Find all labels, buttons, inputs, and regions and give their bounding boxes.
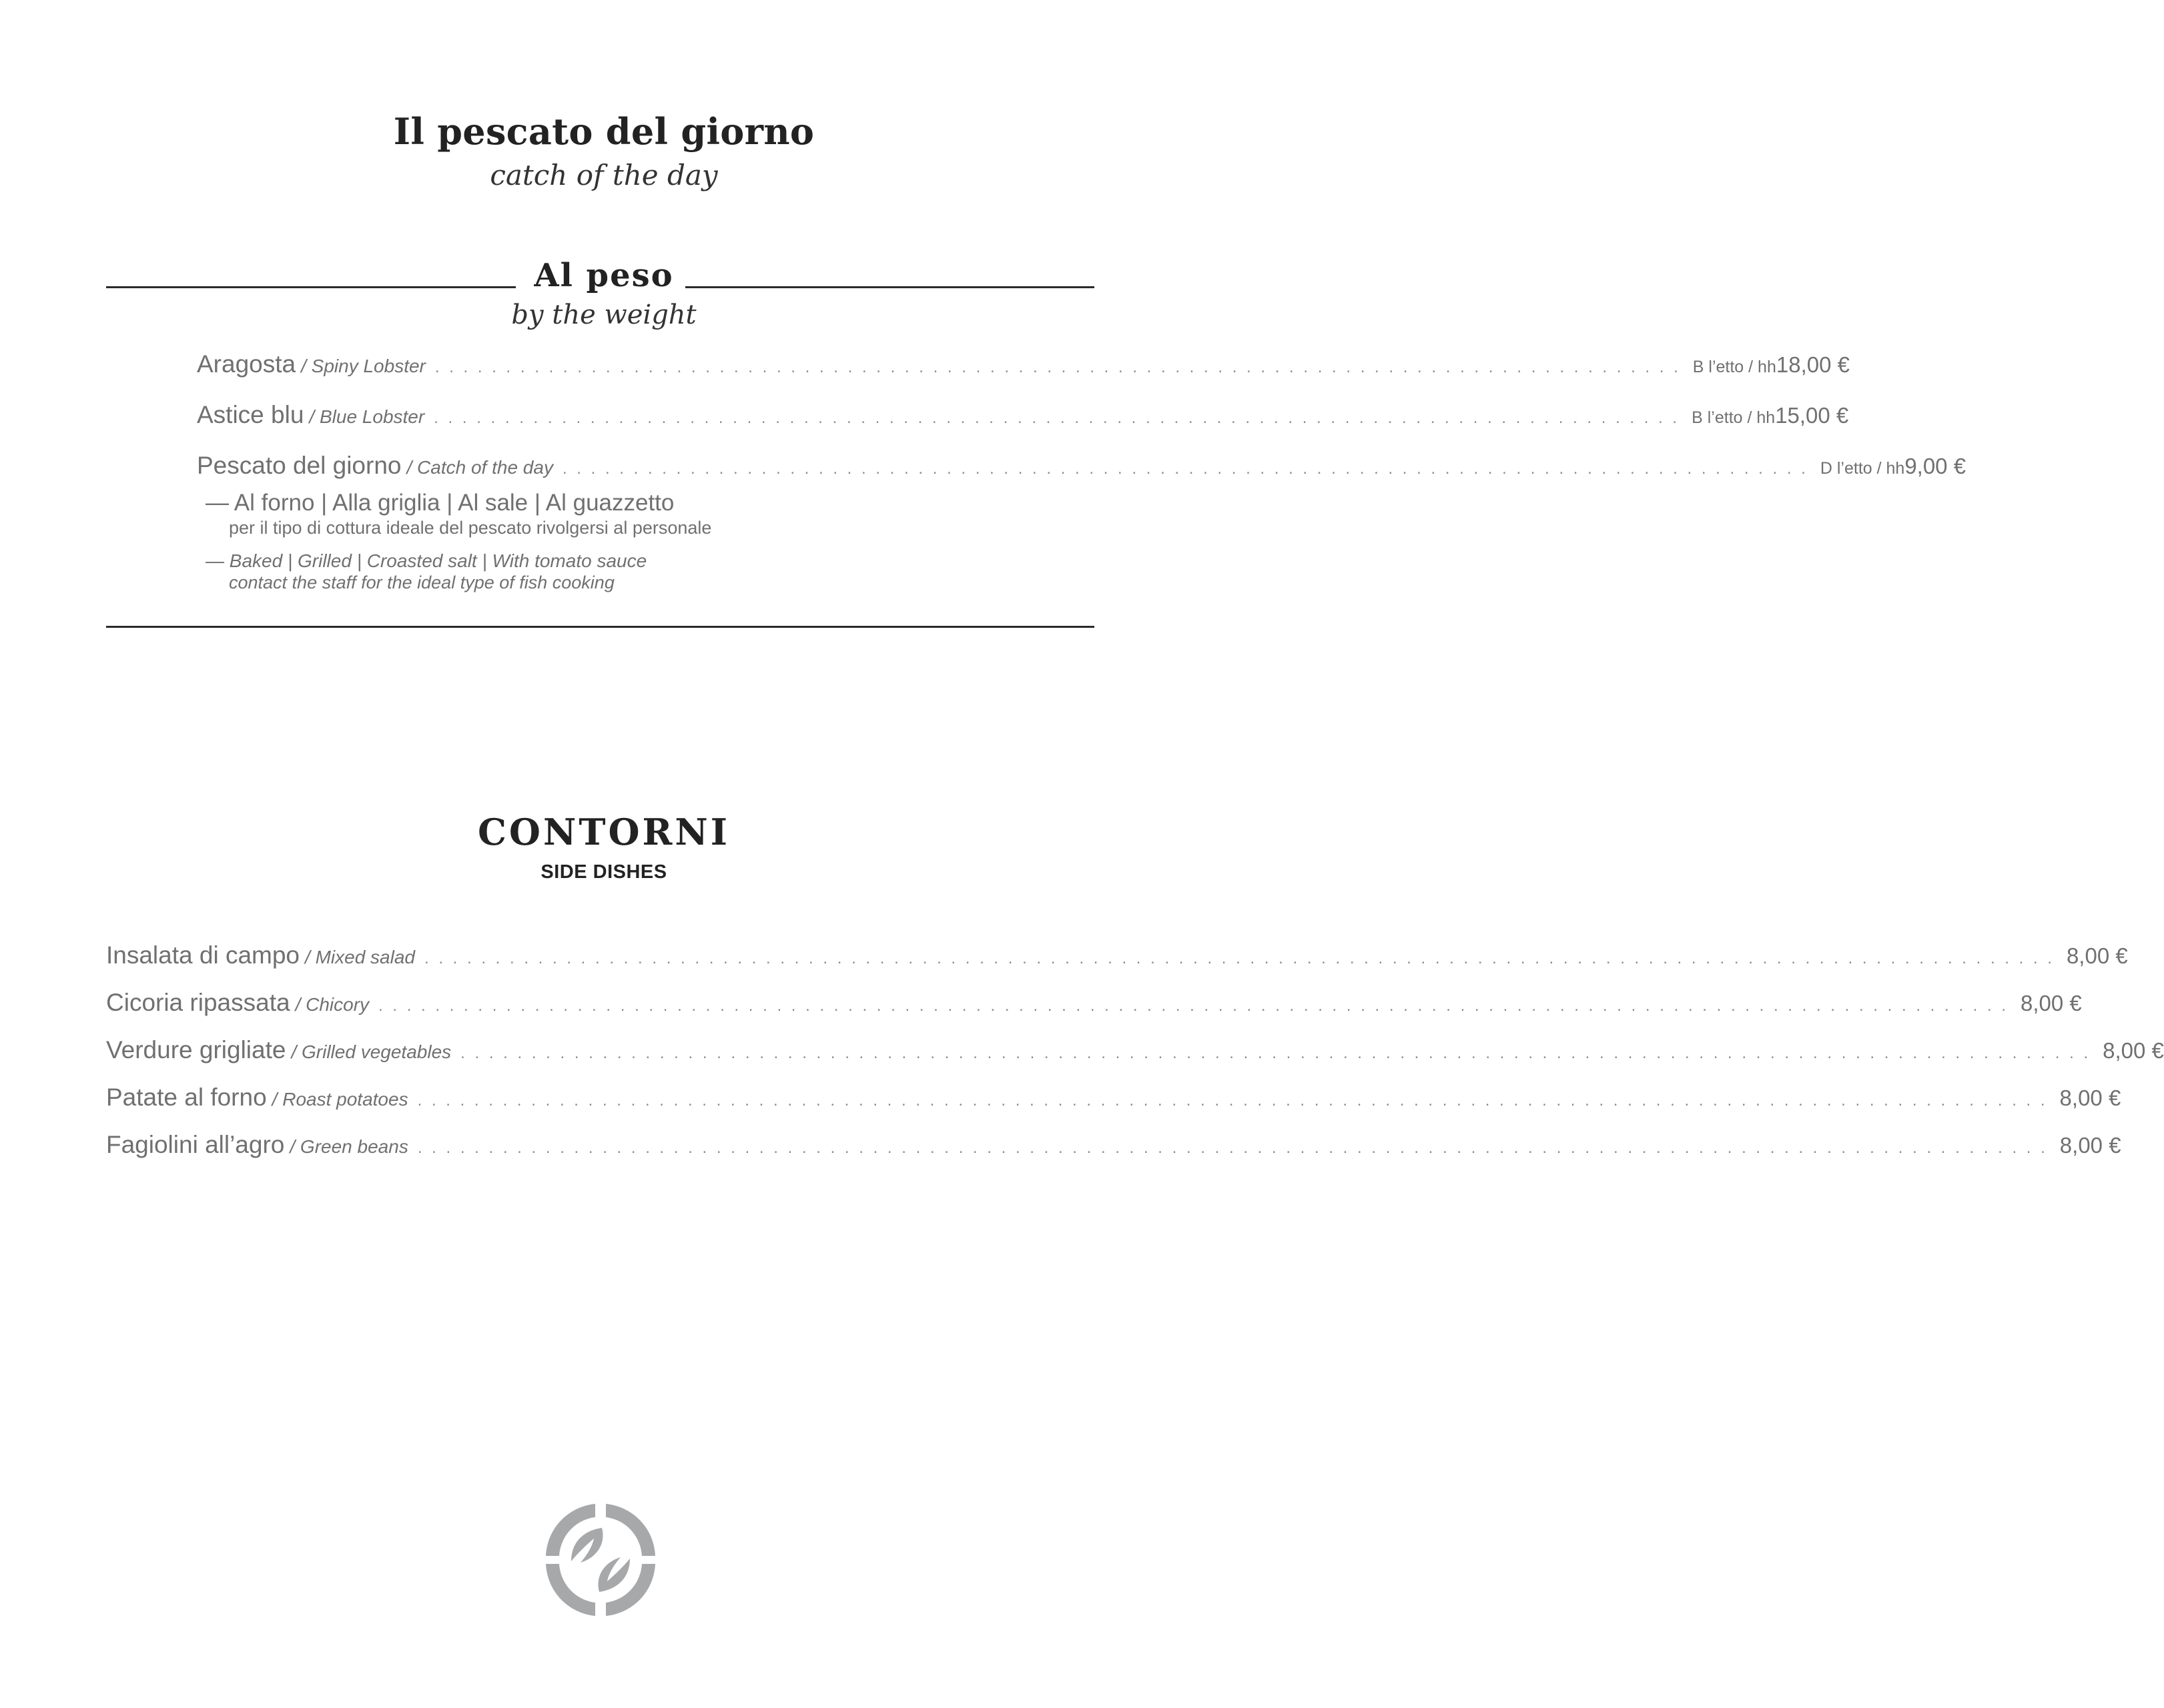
leader-dots: . . . . . . . . . . . . . . . . . . . . . . . . . . . . . . . . . . . . . . . . . . . . . . . . . . . . . . . . . . . . . . . . . . . . . . . . . . . . . . . . . . . . . . . . . . . . . . . . . . . . . . . . . . . . . . . . . . .: [417, 1092, 2048, 1110]
menu-item-pescato-del-giorno: [197, 452, 1966, 480]
item-name: Astice blu: [197, 401, 304, 428]
item-price: 8,00 €: [2066, 943, 2128, 968]
item-name: Fagiolini all’agro: [106, 1131, 285, 1158]
leader-dots: . . . . . . . . . . . . . . . . . . . . . . . . . . . . . . . . . . . . . . . . . . . . . . . . . . . . . . . . . . . . . . . . . . . . . . . . . . . . . . . . . . . . . . . .: [434, 409, 1680, 427]
item-name: Aragosta: [197, 350, 296, 378]
item-name: Verdure grigliate: [106, 1036, 286, 1063]
item-english: / Grilled vegetables: [291, 1041, 452, 1062]
leader-dots: . . . . . . . . . . . . . . . . . . . . . . . . . . . . . . . . . . . . . . . . . . . . . . . . . . . . . . . . . . . . . . . . . . . . . . . . . . . . . . . . . . . . . . . .: [562, 460, 1808, 478]
leaf-circle-logo-icon: [542, 1501, 659, 1619]
page-subtitle: catch of the day: [490, 159, 718, 191]
item-unit: D l’etto / hh: [1820, 459, 1905, 478]
item-english: / Chicory: [295, 994, 370, 1015]
item-price: 15,00 €: [1775, 403, 1849, 428]
item-english: / Catch of the day: [406, 457, 553, 478]
cooking-options-it: — Al forno | Alla griglia | Al sale | Al guazzetto: [206, 490, 675, 516]
item-name: Patate al forno: [106, 1084, 267, 1111]
leader-dots: . . . . . . . . . . . . . . . . . . . . . . . . . . . . . . . . . . . . . . . . . . . . . . . . . . . . . . . . . . . . . . . . . . . . . . . . . . . . . . . . . . . . . . . . . . . . . . . . . . . . . . . . . . . . . . . . . . .: [378, 997, 2009, 1015]
item-english: / Green beans: [290, 1136, 408, 1157]
leader-dots: . . . . . . . . . . . . . . . . . . . . . . . . . . . . . . . . . . . . . . . . . . . . . . . . . . . . . . . . . . . . . . . . . . . . . . . . . . . . . . . . . . . . . . . . . . . . . . . . . . . . . . . . . . . . . . . . . . .: [417, 1139, 2048, 1157]
page-title: Il pescato del giorno: [393, 110, 815, 153]
item-unit: B l’etto / hh: [1692, 408, 1776, 427]
section-title-weight: Al peso: [534, 257, 674, 294]
menu-item-insalata: [106, 941, 2128, 969]
menu-item-verdure: [106, 1036, 2164, 1064]
item-name: Insalata di campo: [106, 941, 300, 969]
menu-item-fagiolini: [106, 1131, 2121, 1159]
item-english: / Blue Lobster: [309, 406, 425, 427]
item-price: 18,00 €: [1776, 352, 1850, 377]
item-price: 8,00 €: [2021, 991, 2082, 1015]
leader-dots: . . . . . . . . . . . . . . . . . . . . . . . . . . . . . . . . . . . . . . . . . . . . . . . . . . . . . . . . . . . . . . . . . . . . . . . . . . . . . . . . . . . . . . . . . . . . . . . . . . . . . . . . . . . . . . . . . . .: [424, 949, 2055, 967]
item-price: 9,00 €: [1904, 454, 1966, 478]
section-title-contorni: CONTORNI: [477, 811, 731, 853]
menu-item-aragosta: [197, 350, 1850, 378]
item-english: / Spiny Lobster: [301, 356, 426, 376]
item-price: 8,00 €: [2103, 1038, 2164, 1063]
cooking-options-en: — Baked | Grilled | Croasted salt | With tomato sauce: [206, 550, 647, 571]
menu-item-astice-blu: [197, 401, 1849, 429]
divider-bottom: [106, 626, 1094, 628]
item-english: / Mixed salad: [305, 947, 415, 967]
section-subtitle-side-dishes: SIDE DISHES: [540, 861, 667, 883]
menu-item-patate: [106, 1084, 2121, 1112]
item-english: / Roast potatoes: [272, 1089, 408, 1110]
cooking-note-en: contact the staff for the ideal type of fish cooking: [229, 572, 615, 592]
item-unit: B l’etto / hh: [1692, 358, 1776, 376]
cooking-note-it: per il tipo di cottura ideale del pescato rivolgersi al personale: [229, 518, 712, 538]
item-name: Cicoria ripassata: [106, 989, 290, 1016]
section-subtitle-weight: by the weight: [511, 300, 697, 330]
leader-dots: . . . . . . . . . . . . . . . . . . . . . . . . . . . . . . . . . . . . . . . . . . . . . . . . . . . . . . . . . . . . . . . . . . . . . . . . . . . . . . . . . . . . . . . .: [434, 358, 1681, 376]
leader-dots: . . . . . . . . . . . . . . . . . . . . . . . . . . . . . . . . . . . . . . . . . . . . . . . . . . . . . . . . . . . . . . . . . . . . . . . . . . . . . . . . . . . . . . . . . . . . . . . . . . . . . . . . . . . . . . . . . . .: [460, 1044, 2091, 1062]
item-price: 8,00 €: [2059, 1086, 2121, 1110]
item-price: 8,00 €: [2059, 1133, 2121, 1158]
menu-item-cicoria: [106, 989, 2082, 1017]
item-name: Pescato del giorno: [197, 452, 402, 479]
